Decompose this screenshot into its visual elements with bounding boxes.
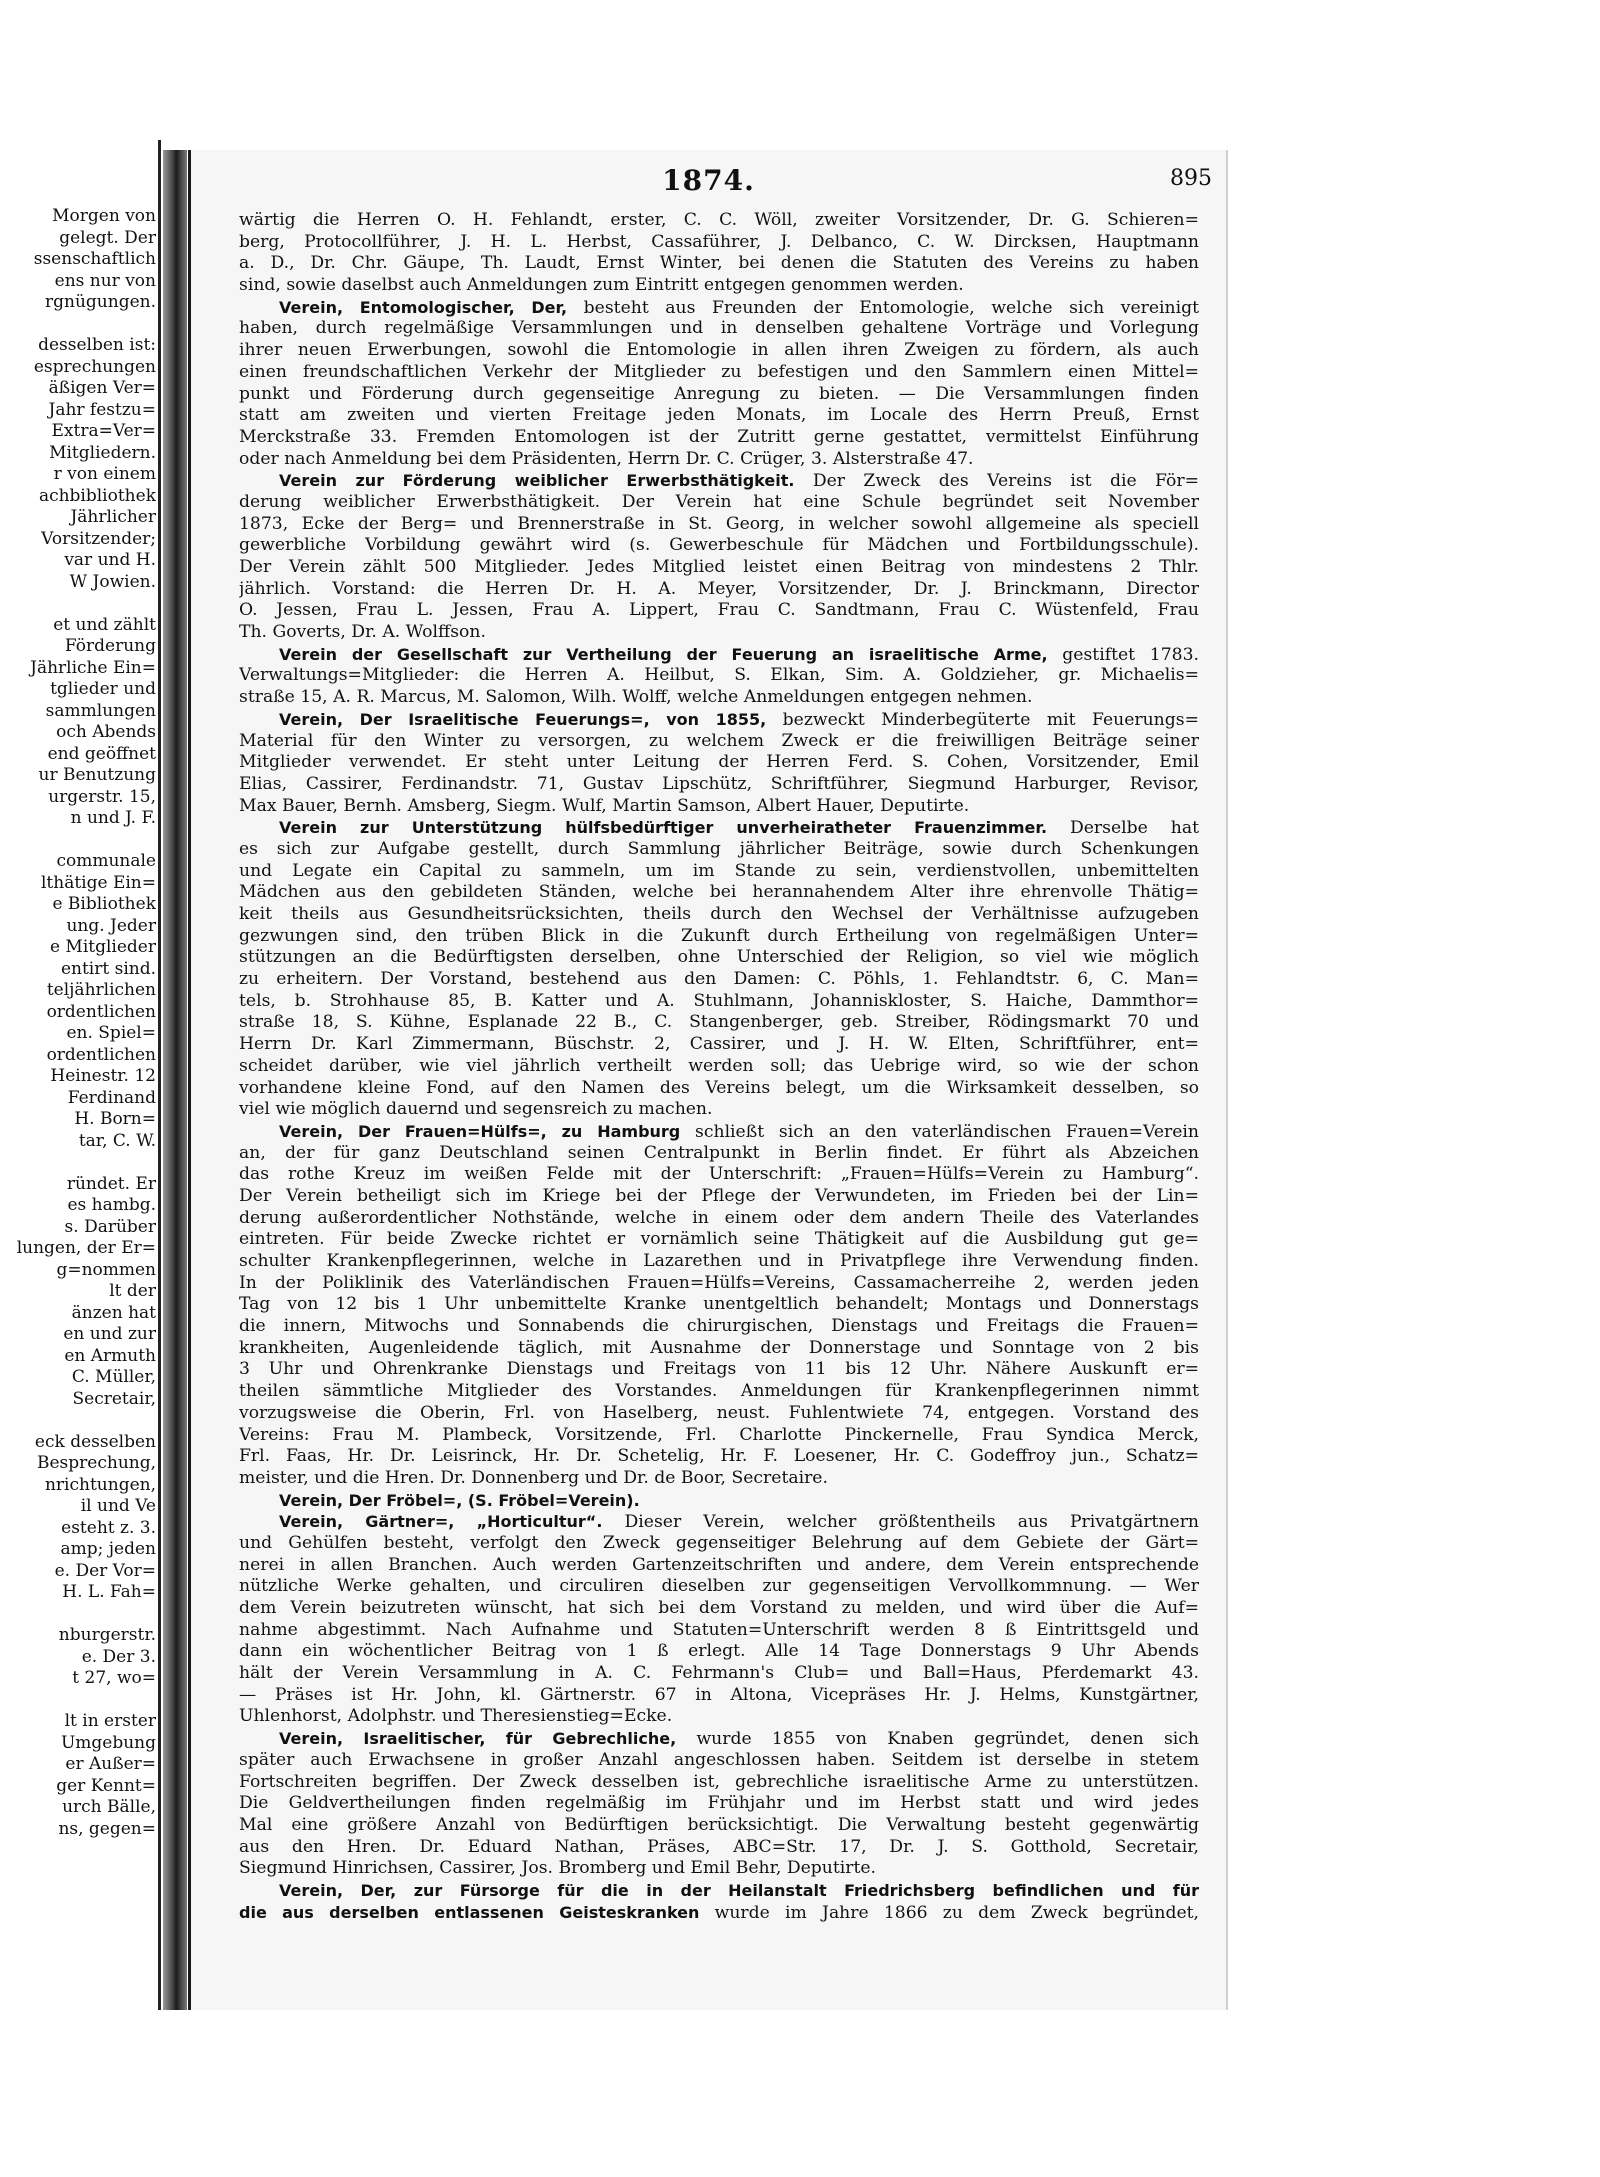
entry-text: es sich zur Aufgabe gestellt, durch Sammlung jährlicher Beiträge, sowie durch Schenkungen xyxy=(239,838,1199,859)
text-line xyxy=(239,1815,1199,1837)
left-column-line: achbibliothek xyxy=(38,485,156,506)
right-page xyxy=(188,150,1226,2010)
entry-text: Verwaltungs=Mitglieder: die Herren A. Heilbut, S. Elkan, Sim. A. Goldzieher, gr. Michaelis= xyxy=(239,665,1199,686)
left-column-line: ordentlichen xyxy=(46,1001,156,1022)
text-line xyxy=(239,579,1199,601)
text-line xyxy=(239,1685,1199,1707)
left-column-line: esteht z. 3. xyxy=(61,1517,156,1538)
text-line xyxy=(239,1294,1199,1316)
entry-text: scheidet darüber, wie viel jährlich vertheilt werden soll; das Uebrige wird, so wie der schon xyxy=(239,1055,1199,1076)
entry-text: keit theils aus Gesundheitsrücksichten, theils durch den Wechsel der Verhältnisse aufzugeben xyxy=(239,904,1199,924)
entry-text: berg, Protocollführer, J. H. L. Herbst, Cassaführer, J. Delbanco, C. W. Dircksen, Hauptmann xyxy=(239,231,1199,252)
text-line xyxy=(239,557,1199,579)
entry-text: Th. Goverts, Dr. A. Wolffson. xyxy=(239,622,486,643)
text-line xyxy=(239,1620,1199,1642)
text-line xyxy=(239,275,1199,297)
text-line xyxy=(239,1273,1199,1295)
entry-text: Material für den Winter zu versorgen, zu welchem Zweck er die freiwilligen Beiträge seiner xyxy=(239,730,1199,751)
left-column-line xyxy=(0,1604,156,1626)
entry-text: a. D., Dr. Chr. Gäupe, Th. Laudt, Ernst Winter, bei denen die Statuten des Vereins zu haben xyxy=(239,253,1199,274)
left-column-line: ens nur von xyxy=(54,270,156,291)
left-column-line: lt in erster xyxy=(64,1711,156,1731)
left-column-line xyxy=(0,1410,156,1432)
entry-text: Frl. Faas, Hr. Dr. Leisrinck, Hr. Dr. Schetelig, Hr. F. Loesener, Hr. C. Godeffroy jun., Schatz= xyxy=(239,1446,1199,1467)
entry-heading-line xyxy=(239,644,1199,666)
left-column-line: äßigen Ver= xyxy=(48,378,156,398)
left-column-text xyxy=(0,206,156,1840)
left-column-line xyxy=(0,593,156,615)
entry-title: Verein, Entomologischer, Der, xyxy=(279,297,568,317)
left-column-line: lt der xyxy=(109,1281,156,1301)
text-line xyxy=(239,947,1199,969)
entry-text: meister, und die Hren. Dr. Donnenberg und Dr. de Boor, Secretaire. xyxy=(239,1467,828,1488)
entry-title: Verein, Gärtner=, „Horticultur“. xyxy=(279,1512,603,1532)
entry-text: Die Geldvertheilungen finden regelmäßig im Frühjahr und im Herbst statt und wird jedes xyxy=(239,1793,1199,1814)
entry-text: 1873, Ecke der Berg= und Brennerstraße in St. Georg, in welcher sowohl allgemeine als speciell xyxy=(239,513,1199,534)
left-column-line: Morgen von xyxy=(52,206,156,226)
left-column-line: r von einem xyxy=(53,464,156,484)
text-line xyxy=(239,1164,1199,1186)
entry-text: Herrn Dr. Karl Zimmermann, Büschstr. 2, Cassirer, und J. H. W. Elten, Schriftführer, ent= xyxy=(239,1034,1199,1055)
entry-text: vorzugsweise die Oberin, Frl. von Haselberg, neust. Fuhlentwiete 74, entgegen. Vorstand des xyxy=(239,1402,1199,1423)
entry-text: wurde 1855 von Knaben gegründet, denen sich xyxy=(676,1729,1199,1750)
text-line xyxy=(239,1078,1199,1100)
left-column-line: Besprechung, xyxy=(37,1453,156,1473)
entry-text: dann ein wöchentlicher Beitrag von 1 ß erlegt. Alle 14 Tage Donnerstags 9 Uhr Abends xyxy=(239,1641,1199,1662)
entry-heading-line xyxy=(239,470,1199,492)
left-column-line: e Mitglieder xyxy=(49,937,156,957)
entry-heading-line xyxy=(239,817,1199,839)
entry-text: punkt und Förderung durch gegenseitige Anregung zu bieten. — Die Versammlungen finden xyxy=(239,383,1199,404)
text-line xyxy=(239,1663,1199,1685)
entry-text: Der Verein zählt 500 Mitglieder. Jedes Mitglied leistet einen Beitrag von mindestens 2 Thlr. xyxy=(239,557,1199,577)
text-line xyxy=(239,991,1199,1013)
entry-text: bezweckt Minderbegüterte mit Feuerungs= xyxy=(766,709,1199,730)
entry-text: aus den Hren. Dr. Eduard Nathan, Präses, ABC=Str. 17, Dr. J. S. Gotthold, Secretair, xyxy=(239,1836,1199,1857)
entry-text: wärtig die Herren O. H. Fehlandt, erster, C. C. Wöll, zweiter Vorsitzender, Dr. G. Schieren= xyxy=(239,210,1199,230)
left-column-line: Mitgliedern. xyxy=(49,442,156,463)
left-column-line: communale xyxy=(56,851,156,871)
left-column-line: amp; jeden xyxy=(60,1539,156,1559)
entry-text: straße 15, A. R. Marcus, M. Salomon, Wilh. Wolff, welche Anmeldungen entgegen nehmen. xyxy=(239,687,1033,708)
left-column-line: entirt sind. xyxy=(60,958,156,979)
text-line xyxy=(239,882,1199,904)
text-line xyxy=(239,362,1199,384)
entry-text: tels, b. Strohhause 85, B. Katter und A. Stuhlmann, Johanniskloster, S. Haiche, Dammthor= xyxy=(239,990,1199,1011)
entry-text: einen freundschaftlichen Verkehr der Mitglieder zu befestigen und den Sammlern einen Mittel= xyxy=(239,361,1199,382)
left-column-line: urgerstr. 15, xyxy=(48,786,156,807)
text-line xyxy=(239,1576,1199,1598)
left-column-line: t 27, wo= xyxy=(72,1668,156,1688)
entry-text: Tag von 12 bis 1 Uhr unbemittelte Kranke unentgeltlich behandelt; Montags und Donnerstags xyxy=(239,1294,1199,1315)
entry-text: wurde im Jahre 1866 zu dem Zweck begründet, xyxy=(699,1902,1199,1923)
entry-title: Verein, Der Fröbel=, (S. Fröbel=Verein). xyxy=(279,1490,640,1510)
text-line xyxy=(239,1598,1199,1620)
text-line xyxy=(239,1229,1199,1251)
text-line xyxy=(239,1468,1199,1490)
text-line xyxy=(239,904,1199,926)
text-line xyxy=(239,1099,1199,1121)
entry-text: ihrer neuen Erwerbungen, sowohl die Entomologie in allen ihren Zweigen zu fördern, als auch xyxy=(239,340,1199,361)
left-column-line: es hambg. xyxy=(67,1195,156,1215)
entry-heading-line xyxy=(239,297,1199,319)
book-spine xyxy=(163,150,187,2010)
entry-text: Elias, Cassirer, Ferdinandstr. 71, Gustav Lipschütz, Schriftführer, Siegmund Harburger, Revisor, xyxy=(239,773,1199,794)
text-line xyxy=(239,1772,1199,1794)
text-line xyxy=(239,514,1199,536)
text-line xyxy=(239,253,1199,275)
entry-text: Der Zweck des Vereins ist die För= xyxy=(794,471,1199,492)
left-column-line: nrichtungen, xyxy=(44,1474,156,1495)
entry-text: die innern, Mitwochs und Sonnabends die chirurgischen, Dienstags und Freitags die Frauen= xyxy=(239,1316,1199,1337)
text-line xyxy=(239,384,1199,406)
text-line xyxy=(239,1858,1199,1880)
directory-entries xyxy=(239,210,1199,1923)
entry-heading-line xyxy=(239,1121,1199,1143)
left-column-line: s. Darüber xyxy=(64,1216,156,1237)
left-column-line: ns, gegen= xyxy=(58,1818,156,1839)
text-line xyxy=(239,1208,1199,1230)
left-column-line: var und H. xyxy=(64,550,156,570)
entry-title: die aus derselben entlassenen Geisteskranken xyxy=(239,1902,700,1922)
entry-text: haben, durch regelmäßige Versammlungen und in denselben gehaltene Vorträge und Vorlegung xyxy=(239,318,1199,339)
left-column-line: er Außer= xyxy=(65,1754,156,1774)
left-column-line: et und zählt xyxy=(53,614,156,635)
text-line xyxy=(239,1251,1199,1273)
entry-text: und Gehülfen besteht, verfolgt den Zweck gegenseitiger Belehrung auf dem Gebiete der Gärt= xyxy=(239,1532,1199,1553)
entry-text: Vereins: Frau M. Plambeck, Vorsitzende, Frl. Charlotte Pinckernelle, Frau Syndica Merck, xyxy=(239,1424,1199,1445)
entry-text: eintreten. Für beide Zwecke richtet er vornämlich seine Thätigkeit auf die Ausbildung gut ge= xyxy=(239,1229,1199,1250)
entry-text: Siegmund Hinrichsen, Cassirer, Jos. Bromberg und Emil Behr, Deputirte. xyxy=(239,1858,877,1879)
left-column-line: urch Bälle, xyxy=(62,1797,156,1817)
text-line xyxy=(239,1143,1199,1165)
entry-text: nützliche Werke gehalten, und circuliren dieselben zur gegenseitigen Vervollkommnung. — Wer xyxy=(239,1576,1199,1597)
entry-text: und Legate ein Capital zu sammeln, um im Stande zu sein, verdienstvollen, unbemittelten xyxy=(239,860,1199,881)
entry-title: Verein, Der Israelitische Feuerungs=, von 1855, xyxy=(279,709,767,729)
text-line xyxy=(239,210,1199,232)
left-column-line: en. Spiel= xyxy=(66,1023,156,1043)
entry-text: Mitglieder verwendet. Er steht unter Leitung der Herren Ferd. S. Cohen, Vorsitzender, Emil xyxy=(239,752,1199,773)
entry-text: gezwungen sind, den trüben Blick in die Zukunft durch Ertheilung von regelmäßigen Unter= xyxy=(239,925,1199,946)
entry-text: Fortschreiten begriffen. Der Zweck desselben ist, gebrechliche israelitische Arme zu unterstützen. xyxy=(239,1771,1199,1792)
left-column-line: H. L. Fah= xyxy=(62,1582,156,1602)
left-column-line: änzen hat xyxy=(71,1302,156,1323)
entry-text: jährlich. Vorstand: die Herren Dr. H. A. Meyer, Vorsitzender, Dr. J. Brinckmann, Director xyxy=(239,578,1199,599)
entry-heading-line xyxy=(239,1490,1199,1512)
entry-text: nahme abgestimmt. Nach Aufnahme und Statuten=Unterschrift werden 8 ß Eintrittsgeld und xyxy=(239,1619,1199,1640)
text-line xyxy=(239,774,1199,796)
left-column-line: teljährlichen xyxy=(46,980,156,1000)
left-column-line: Extra=Ver= xyxy=(51,421,156,441)
entry-text: theilen sämmtliche Mitglieder des Vorstandes. Anmeldungen für Krankenpflegerinnen nimmt xyxy=(239,1381,1199,1402)
entry-text: vorhandene kleine Fond, auf den Namen des Vereins belegt, um die Wirksamkeit desselben, so xyxy=(239,1077,1199,1098)
left-column-line: ur Benutzung xyxy=(38,765,156,785)
text-line xyxy=(239,427,1199,449)
left-column-line: rgnügungen. xyxy=(45,292,156,312)
left-column-line: end geöffnet xyxy=(47,743,156,764)
entry-text: 3 Uhr und Ohrenkranke Dienstags und Freitags von 11 bis 12 Uhr. Nähere Auskunft er= xyxy=(239,1359,1199,1380)
left-column-line: n und J. F. xyxy=(70,808,156,828)
left-column-line: ung. Jeder xyxy=(66,915,156,936)
entry-text: Der Verein betheiligt sich im Kriege bei der Pflege der Verwundeten, im Frieden bei der Lin= xyxy=(239,1185,1199,1206)
left-column-line: Vorsitzender; xyxy=(41,528,156,549)
left-column-line: Jährliche Ein= xyxy=(30,657,156,678)
text-line xyxy=(239,665,1199,687)
text-line xyxy=(239,1446,1199,1468)
left-column-line: W Jowien. xyxy=(69,571,156,592)
text-line xyxy=(239,340,1199,362)
left-column-line: C. Müller, xyxy=(71,1367,156,1387)
text-line xyxy=(239,492,1199,514)
entry-text: gestiftet 1783. xyxy=(1047,644,1199,665)
entry-text: straße 18, S. Kühne, Esplanade 22 B., C. Stangenberger, geb. Streiber, Rödingsmarkt 70 und xyxy=(239,1012,1199,1033)
entry-heading-line xyxy=(239,1511,1199,1533)
entry-text: Merckstraße 33. Fremden Entomologen ist der Zutritt gerne gestattet, vermittelst Einführung xyxy=(239,426,1199,447)
entry-heading-line xyxy=(239,1880,1199,1902)
left-column-line xyxy=(0,1690,156,1712)
entry-heading-line xyxy=(239,1728,1199,1750)
entry-text: das rothe Kreuz im weißen Felde mit der Unterschrift: „Frauen=Hülfs=Verein zu Hamburg“. xyxy=(239,1164,1199,1185)
entry-text: O. Jessen, Frau L. Jessen, Frau A. Lippert, Frau C. Sandtmann, Frau C. Wüstenfeld, Frau xyxy=(239,600,1199,621)
left-column-line: ssenschaftlich xyxy=(33,249,156,269)
left-column-line: Jahr festzu= xyxy=(48,399,156,420)
left-column-line: lthätige Ein= xyxy=(40,872,156,893)
text-line xyxy=(239,861,1199,883)
left-column-line: esprechungen xyxy=(33,356,156,377)
entry-text: Mädchen aus den gebildeten Ständen, welche bei herannahendem Alter ihre ehrenvolle Thätig= xyxy=(239,882,1199,903)
text-line xyxy=(239,622,1199,644)
entry-text: Mal eine größere Anzahl von Bedürftigen berücksichtigt. Die Verwaltung besteht gegenwärtig xyxy=(239,1814,1199,1835)
left-column-line: sammlungen xyxy=(45,700,156,721)
text-line xyxy=(239,926,1199,948)
text-line xyxy=(239,1056,1199,1078)
left-column-line xyxy=(0,314,156,336)
left-column-line: och Abends xyxy=(56,722,156,742)
text-line xyxy=(239,1750,1199,1772)
text-line xyxy=(239,1837,1199,1859)
entry-text: sind, sowie daselbst auch Anmeldungen zum Eintritt entgegen genommen werden. xyxy=(239,275,964,296)
entry-text: gewerbliche Vorbildung gewährt wird (s. Gewerbeschule für Mädchen und Fortbildungsschule). xyxy=(239,535,1199,556)
text-line xyxy=(239,1793,1199,1815)
left-column-line: lungen, der Er= xyxy=(16,1238,156,1258)
left-column-line: ger Kennt= xyxy=(56,1775,156,1796)
left-page-fragment xyxy=(0,130,162,2010)
entry-text: an, der für ganz Deutschland seinen Centralpunkt in Berlin findet. Er führt als Abzeichen xyxy=(239,1142,1199,1163)
text-line xyxy=(239,839,1199,861)
left-column-line: en Armuth xyxy=(64,1345,156,1366)
entry-title: Verein, Der, zur Fürsorge für die in der Heilanstalt Friedrichsberg befindlichen und für xyxy=(279,1880,1199,1900)
text-line xyxy=(239,796,1199,818)
text-line xyxy=(239,600,1199,622)
entry-text: krankheiten, Augenleidende täglich, mit Ausnahme der Donnerstage und Sonntage von 2 bis xyxy=(239,1337,1199,1358)
entry-text: stützungen an die Bedürftigsten derselben, ohne Unterschied der Religion, so viel wie möglich xyxy=(239,947,1199,968)
entry-text: oder nach Anmeldung bei dem Präsidenten, Herrn Dr. C. Crüger, 3. Alsterstraße 47. xyxy=(239,448,974,469)
text-line xyxy=(239,535,1199,557)
entry-heading-line xyxy=(239,1902,1199,1924)
entry-text: statt am zweiten und vierten Freitage jeden Monats, im Locale des Herrn Preuß, Ernst xyxy=(239,405,1199,426)
left-column-line: Jährlicher xyxy=(70,507,156,527)
entry-text: später auch Erwachsene in großer Anzahl angeschlossen haben. Seitdem ist derselbe in stetem xyxy=(239,1749,1199,1770)
entry-title: Verein zur Förderung weiblicher Erwerbsthätigkeit. xyxy=(279,471,795,491)
text-line xyxy=(239,449,1199,471)
entry-text: — Präses ist Hr. John, kl. Gärtnerstr. 67 in Altona, Vicepräses Hr. J. Helms, Kunstgärtner, xyxy=(239,1684,1199,1705)
entry-text: besteht aus Freunden der Entomologie, welche sich vereinigt xyxy=(567,297,1199,318)
entry-text: viel wie möglich dauernd und segensreich zu machen. xyxy=(239,1099,713,1120)
left-column-line: tar, C. W. xyxy=(78,1130,156,1151)
entry-title: Verein zur Unterstützung hülfsbedürftiger unverheiratheter Frauenzimmer. xyxy=(279,818,1048,838)
entry-text: schulter Krankenpflegerinnen, welche in Lazarethen und in Privatpflege ihre Verwendung finden. xyxy=(239,1251,1199,1271)
entry-title: Verein, Der Frauen=Hülfs=, zu Hamburg xyxy=(279,1121,681,1141)
entry-text: hält der Verein Versammlung in A. C. Fehrmann's Club= und Ball=Haus, Pferdemarkt 43. xyxy=(239,1663,1199,1684)
left-column-line: H. Born= xyxy=(74,1109,156,1129)
left-column-line: Heinestr. 12 xyxy=(50,1066,156,1086)
entry-text: Dieser Verein, welcher größtentheils aus Privatgärtnern xyxy=(602,1512,1199,1533)
text-line xyxy=(239,687,1199,709)
left-column-line: Förderung xyxy=(64,636,156,656)
left-column-line: e. Der 3. xyxy=(81,1646,156,1667)
text-line xyxy=(239,969,1199,991)
left-column-line: tglieder und xyxy=(50,679,156,699)
text-line xyxy=(239,1338,1199,1360)
left-column-line: e. Der Vor= xyxy=(54,1560,156,1581)
text-line xyxy=(239,405,1199,427)
entry-title: Verein der Gesellschaft zur Vertheilung der Feuerung an israelitische Arme, xyxy=(279,644,1048,664)
left-column-line xyxy=(0,830,156,852)
left-column-line: Umgebung xyxy=(60,1732,156,1753)
left-column-line: il und Ve xyxy=(80,1496,156,1516)
text-line xyxy=(239,1034,1199,1056)
text-line xyxy=(239,1641,1199,1663)
text-line xyxy=(239,1403,1199,1425)
entry-text: dem Verein beizutreten wünscht, hat sich bei dem Vorstand zu melden, und wird über die Auf= xyxy=(239,1598,1199,1618)
text-line xyxy=(239,1533,1199,1555)
entry-text: In der Poliklinik des Vaterländischen Frauen=Hülfs=Vereins, Cassamacherreihe 2, werden jeden xyxy=(239,1272,1199,1293)
page-number: 895 xyxy=(1170,166,1212,191)
text-line xyxy=(239,731,1199,753)
left-column-line: en und zur xyxy=(63,1324,156,1344)
left-column-line xyxy=(0,1152,156,1174)
text-line xyxy=(239,1316,1199,1338)
text-line xyxy=(239,1555,1199,1577)
entry-text: schließt sich an den vaterländischen Frauen=Verein xyxy=(680,1121,1199,1142)
page-gutter xyxy=(158,140,161,2010)
text-line xyxy=(239,232,1199,254)
entry-text: zu erheitern. Der Vorstand, bestehend aus den Damen: C. Pöhls, 1. Fehlandtstr. 6, C. Man= xyxy=(239,969,1199,990)
entry-text: Uhlenhorst, Adolphstr. und Theresienstieg=Ecke. xyxy=(239,1706,673,1727)
text-line xyxy=(239,1425,1199,1447)
entry-text: Max Bauer, Bernh. Amsberg, Siegm. Wulf, Martin Samson, Albert Hauer, Deputirte. xyxy=(239,795,970,816)
left-column-line: ründet. Er xyxy=(66,1173,156,1194)
entry-text: nerei in allen Branchen. Auch werden Gartenzeitschriften und andere, dem Verein entsprechende xyxy=(239,1554,1199,1575)
left-column-line: desselben ist: xyxy=(38,335,156,355)
entry-title: Verein, Israelitischer, für Gebrechliche, xyxy=(279,1729,677,1749)
text-line xyxy=(239,1359,1199,1381)
entry-text: Derselbe hat xyxy=(1047,818,1199,839)
entry-text: derung außerordentlicher Nothstände, welche in einem oder dem andern Theile des Vaterlandes xyxy=(239,1207,1199,1228)
text-line xyxy=(239,318,1199,340)
text-line xyxy=(239,752,1199,774)
text-line xyxy=(239,1186,1199,1208)
left-column-line: gelegt. Der xyxy=(59,227,156,248)
left-column-line: eck desselben xyxy=(34,1431,156,1452)
page-year-heading: 1874. xyxy=(662,164,755,197)
text-line xyxy=(239,1012,1199,1034)
text-line xyxy=(239,1706,1199,1728)
left-column-line: ordentlichen xyxy=(46,1044,156,1065)
text-line xyxy=(239,1381,1199,1403)
page-header xyxy=(191,164,1226,204)
entry-heading-line xyxy=(239,709,1199,731)
left-column-line: g=nommen xyxy=(56,1259,156,1280)
left-column-line: Secretair, xyxy=(72,1388,156,1409)
left-column-line: nburgerstr. xyxy=(58,1625,156,1645)
left-column-line: e Bibliothek xyxy=(52,894,156,914)
left-column-line: Ferdinand xyxy=(67,1087,156,1108)
entry-text: derung weiblicher Erwerbsthätigkeit. Der Verein hat eine Schule begründet seit November xyxy=(239,491,1199,512)
